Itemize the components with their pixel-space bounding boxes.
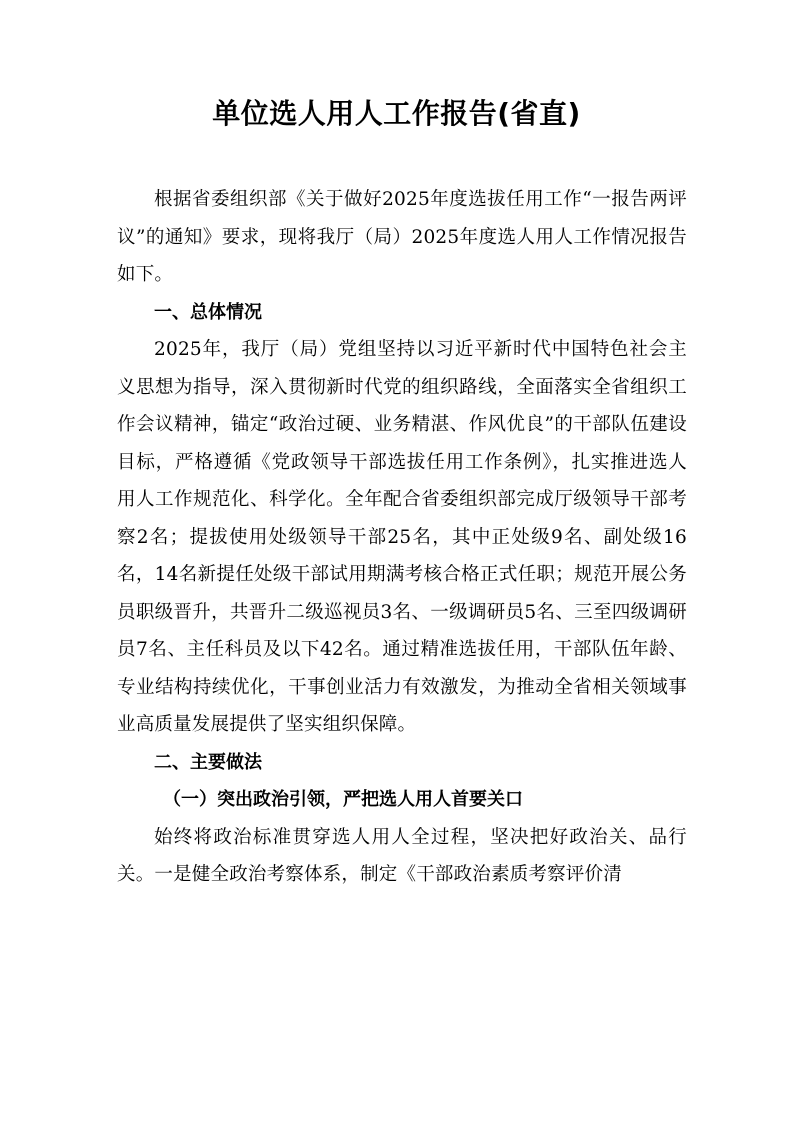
section-heading-overall: 一、总体情况: [154, 301, 262, 323]
intro-paragraph: 根据省委组织部《关于做好2025年度选拔任用工作“一报告两评议”的通知》要求，现将我厅（局）2025年度选人用人工作情况报告如下。: [117, 189, 687, 285]
document-body: [117, 181, 687, 894]
political-paragraph: 始终将政治标准贯穿选人用人全过程，坚决把好政治关、品行关。一是健全政治考察体系，制定《干部政治素质考察评价清: [117, 826, 687, 885]
overall-paragraph: 2025年，我厅（局）党组坚持以习近平新时代中国特色社会主义思想为指导，深入贯彻新时代党的组织路线，全面落实全省组织工作会议精神，锚定“政治过硬、业务精湛、作风优良”的干部队伍建设目标，严格遵循《党政领导干部选拔任用工作条例》，扎实推进选人用人工作规范化、科学化。全年配合省委组织部完成厅级领导干部考察2名；提拔使用处级领导干部25名，其中正处级9名、副处级16名，14名新提任处级干部试用期满考核合格正式任职；规范开展公务员职级晋升，共晋升二级巡视员3名、一级调研员5名、三至四级调研员7名、主任科员及以下42名。通过精准选拔任用，干部队伍年龄、专业结构持续优化，干事创业活力有效激发，为推动全省相关领域事业高质量发展提供了坚实组织保障。: [117, 339, 687, 735]
section-heading-practices: 二、主要做法: [154, 751, 262, 773]
document-title: 单位选人用人工作报告(省直): [212, 97, 581, 130]
subsection-heading-political: （一）突出政治引领，严把选人用人首要关口: [163, 789, 523, 810]
